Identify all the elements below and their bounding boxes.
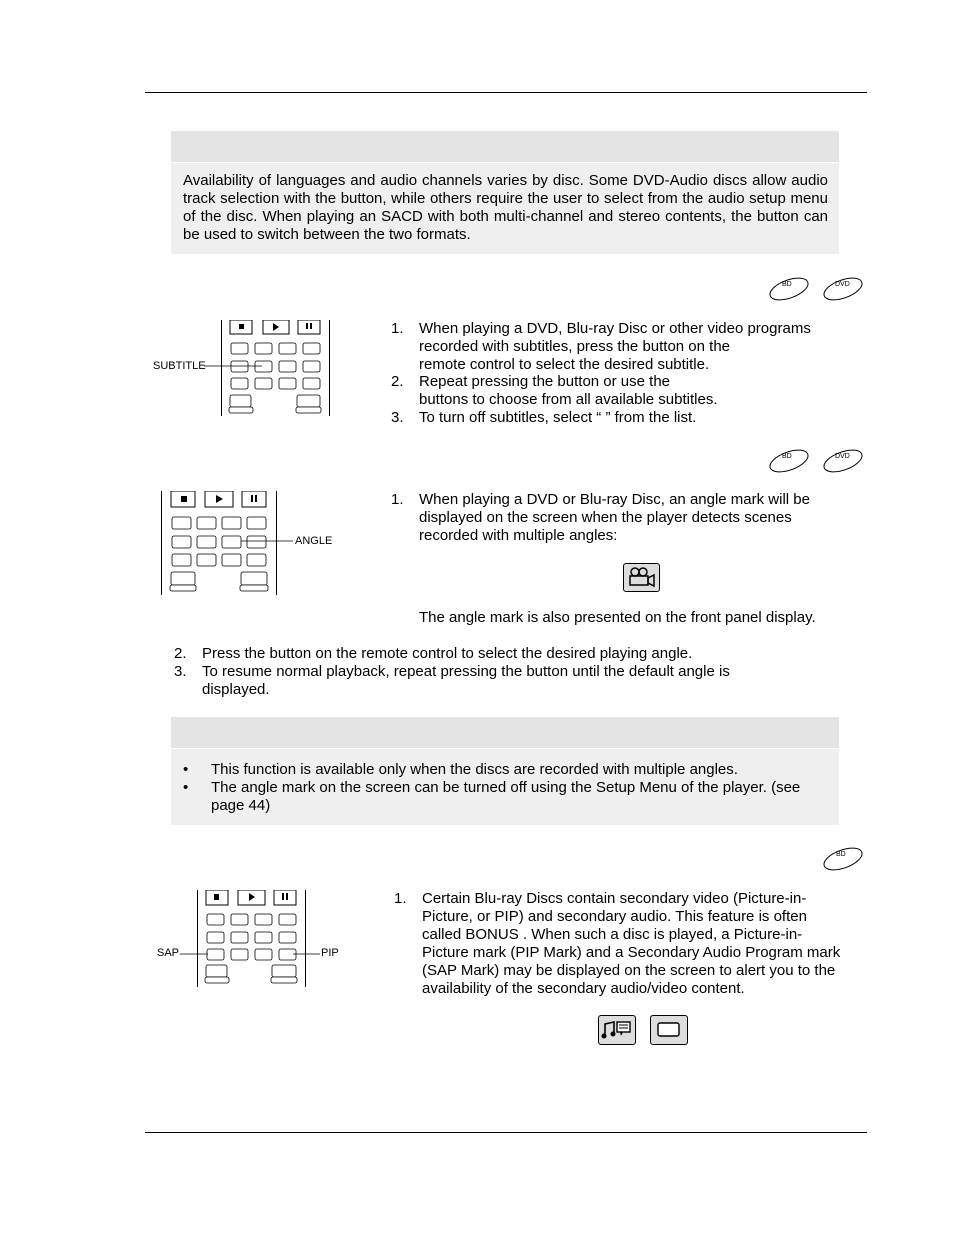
bullet-item: • The angle mark on the screen can be turned off using the Setup Menu of the player. (see page 44): [171, 779, 827, 815]
note-box-languages: [171, 131, 839, 254]
step-line: Picture mark (PIP Mark) and a Secondary Audio Program mark: [422, 944, 841, 961]
bd-label: BD: [782, 453, 792, 460]
step-line: displayed on the screen when the player detects scenes: [419, 509, 792, 526]
remote-outline: [197, 890, 306, 987]
subtitle-callout-line: [204, 360, 264, 370]
step-line: availability of the secondary audio/video content.: [422, 980, 745, 997]
pip-callout-label: PIP: [321, 947, 339, 959]
step-line: Repeat pressing the button or use the: [419, 373, 671, 390]
step-line: To resume normal playback, repeat pressing the button until the default angle is: [202, 663, 730, 680]
step-number: 3.: [391, 409, 404, 426]
step-line: When playing a DVD, Blu-ray Disc or other video programs: [419, 320, 811, 337]
angle-mark-note: The angle mark is also presented on the front panel display.: [419, 609, 816, 626]
pip-mark-icon: [650, 1015, 688, 1045]
remote-illustration-pip: [197, 890, 306, 987]
bd-label: BD: [782, 281, 792, 288]
dvd-disc-icon: [822, 276, 864, 302]
dvd-label: DVD: [835, 453, 850, 460]
step-line: displayed.: [202, 681, 270, 698]
note-bullets: [171, 749, 839, 815]
bd-disc-icon: [822, 846, 864, 872]
step-line: recorded with multiple angles:: [419, 527, 618, 544]
pip-callout-line: [293, 949, 321, 959]
step-line: To turn off subtitles, select “ ” from the list.: [419, 409, 697, 426]
note-text: Availability of languages and audio channels varies by disc. Some DVD-Audio discs allow audio track selection with the button, while others require the user to select from the audio setup menu of the disc. When playing an SACD with both multi-channel and stereo contents, the button can be used to switch between the two formats.: [183, 172, 828, 243]
footer-rule: [145, 1132, 867, 1133]
subtitle-callout-label: SUBTITLE: [153, 360, 206, 372]
step-number: 2.: [391, 373, 404, 390]
note-header: [171, 717, 839, 749]
step-line: remote control to select the desired subtitle.: [419, 356, 710, 373]
dvd-disc-icon: [822, 448, 864, 474]
bd-disc-icon: [768, 448, 810, 474]
step-line: buttons to choose from all available subtitles.: [419, 391, 718, 408]
step-line: recorded with subtitles, press the button on the: [419, 338, 731, 355]
step-number: 1.: [394, 890, 407, 907]
angle-callout-label: ANGLE: [295, 535, 333, 547]
sap-callout-label: SAP: [157, 947, 180, 959]
step-line: When playing a DVD or Blu-ray Disc, an angle mark will be: [419, 491, 810, 508]
step-line: (SAP Mark) may be displayed on the screen to alert you to the: [422, 962, 836, 979]
dvd-label: DVD: [835, 281, 850, 288]
header-rule: [145, 92, 867, 93]
note-box-angle: [171, 717, 839, 825]
step-line: Press the button on the remote control to select the desired playing angle.: [202, 645, 693, 662]
note-header: [171, 131, 839, 163]
angle-mark-icon: [623, 563, 660, 592]
bd-disc-icon: [768, 276, 810, 302]
step-number: 1.: [391, 491, 404, 508]
sap-mark-icon: [598, 1015, 636, 1045]
step-line: called BONUS . When such a disc is played, a Picture-in-: [422, 926, 803, 943]
step-number: 1.: [391, 320, 404, 337]
step-number: 3.: [174, 663, 187, 680]
step-number: 2.: [174, 645, 187, 662]
sap-callout-line: [180, 949, 210, 959]
bd-label: BD: [836, 851, 846, 858]
bullet-item: • This function is available only when the discs are recorded with multiple angles.: [171, 761, 827, 779]
step-line: Picture, or PIP) and secondary audio. This feature is often: [422, 908, 807, 925]
step-line: Certain Blu-ray Discs contain secondary video (Picture-in-: [422, 890, 807, 907]
angle-callout-line: [241, 536, 295, 546]
